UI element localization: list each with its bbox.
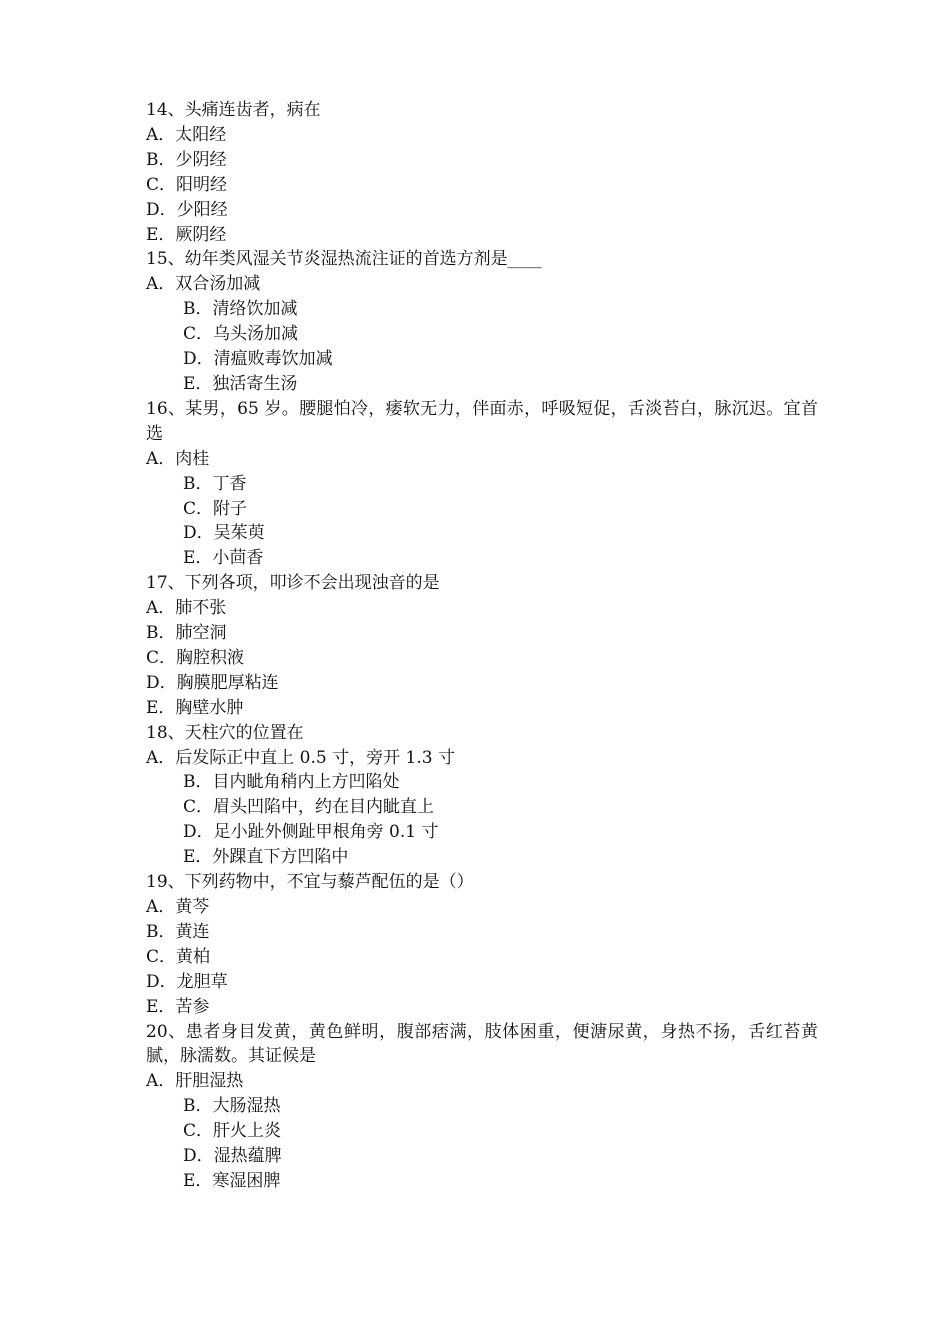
question-block (146, 870, 818, 1019)
question-block (146, 247, 818, 396)
question-text: 14、头痛连齿者，病在 (146, 100, 321, 120)
question-block (146, 1020, 818, 1194)
option-b: B．目内眦角稍内上方凹陷处 (183, 772, 400, 793)
option-d: D．湿热蕴脾 (183, 1146, 282, 1167)
option-c: C．胸腔积液 (146, 647, 245, 668)
question-block (146, 721, 818, 870)
option-b: B．丁香 (183, 473, 247, 494)
option-e: E．胸壁水肿 (146, 697, 244, 718)
option-e: E．独活寄生汤 (183, 373, 298, 394)
option-d: D．龙胆草 (146, 971, 228, 992)
option-c: C．眉头凹陷中，约在目内眦直上 (183, 797, 435, 818)
option-c: C．附子 (183, 498, 248, 519)
question-block (146, 98, 818, 247)
option-e: E．厥阴经 (146, 224, 227, 245)
question-text: 19、下列药物中，不宜与藜芦配伍的是（） (146, 872, 474, 893)
question-block (146, 571, 818, 720)
question-text: 15、幼年类风湿关节炎湿热流注证的首选方剂是____ (146, 249, 542, 270)
option-a: A．太阳经 (146, 124, 227, 145)
question-block (146, 397, 818, 571)
option-b: B．大肠湿热 (183, 1096, 281, 1117)
option-a: A．后发际正中直上 0.5 寸，旁开 1.3 寸 (146, 747, 455, 768)
option-c: C．黄柏 (146, 946, 211, 967)
option-c: C．阳明经 (146, 174, 228, 195)
option-b: B．少阴经 (146, 149, 227, 170)
question-text: 16、某男，65 岁。腰腿怕冷，痿软无力，伴面赤，呼吸短促，舌淡苔白，脉沉迟。宜首选 (146, 398, 818, 444)
option-a: A．肺不张 (146, 598, 227, 619)
option-d: D．清瘟败毒饮加减 (183, 349, 333, 370)
question-text: 18、天柱穴的位置在 (146, 722, 304, 743)
option-a: A．肉桂 (146, 448, 210, 469)
question-list (146, 98, 818, 1194)
option-d: D．足小趾外侧趾甲根角旁 0.1 寸 (183, 822, 439, 843)
option-d: D．胸膜肥厚粘连 (146, 672, 279, 693)
option-c: C．乌头汤加减 (183, 324, 299, 345)
question-text: 20、患者身目发黄，黄色鲜明，腹部痞满，肢体困重，便溏尿黄，身热不扬，舌红苔黄腻，脉濡数。其证候是 (146, 1021, 818, 1067)
question-text: 17、下列各项，叩诊不会出现浊音的是 (146, 573, 440, 594)
option-b: B．黄连 (146, 921, 210, 942)
option-a: A．黄芩 (146, 897, 210, 917)
option-a: A．肝胆湿热 (146, 1071, 244, 1092)
option-d: D．吴茱萸 (183, 523, 265, 544)
option-e: E．小茴香 (183, 548, 264, 569)
option-c: C．肝火上炎 (183, 1121, 282, 1142)
option-b: B．清络饮加减 (183, 299, 298, 320)
option-d: D．少阳经 (146, 199, 228, 220)
option-e: E．苦参 (146, 996, 210, 1017)
option-b: B．肺空洞 (146, 623, 227, 644)
option-e: E．寒湿困脾 (183, 1170, 281, 1191)
option-e: E．外踝直下方凹陷中 (183, 847, 349, 868)
option-a: A．双合汤加减 (146, 274, 261, 295)
